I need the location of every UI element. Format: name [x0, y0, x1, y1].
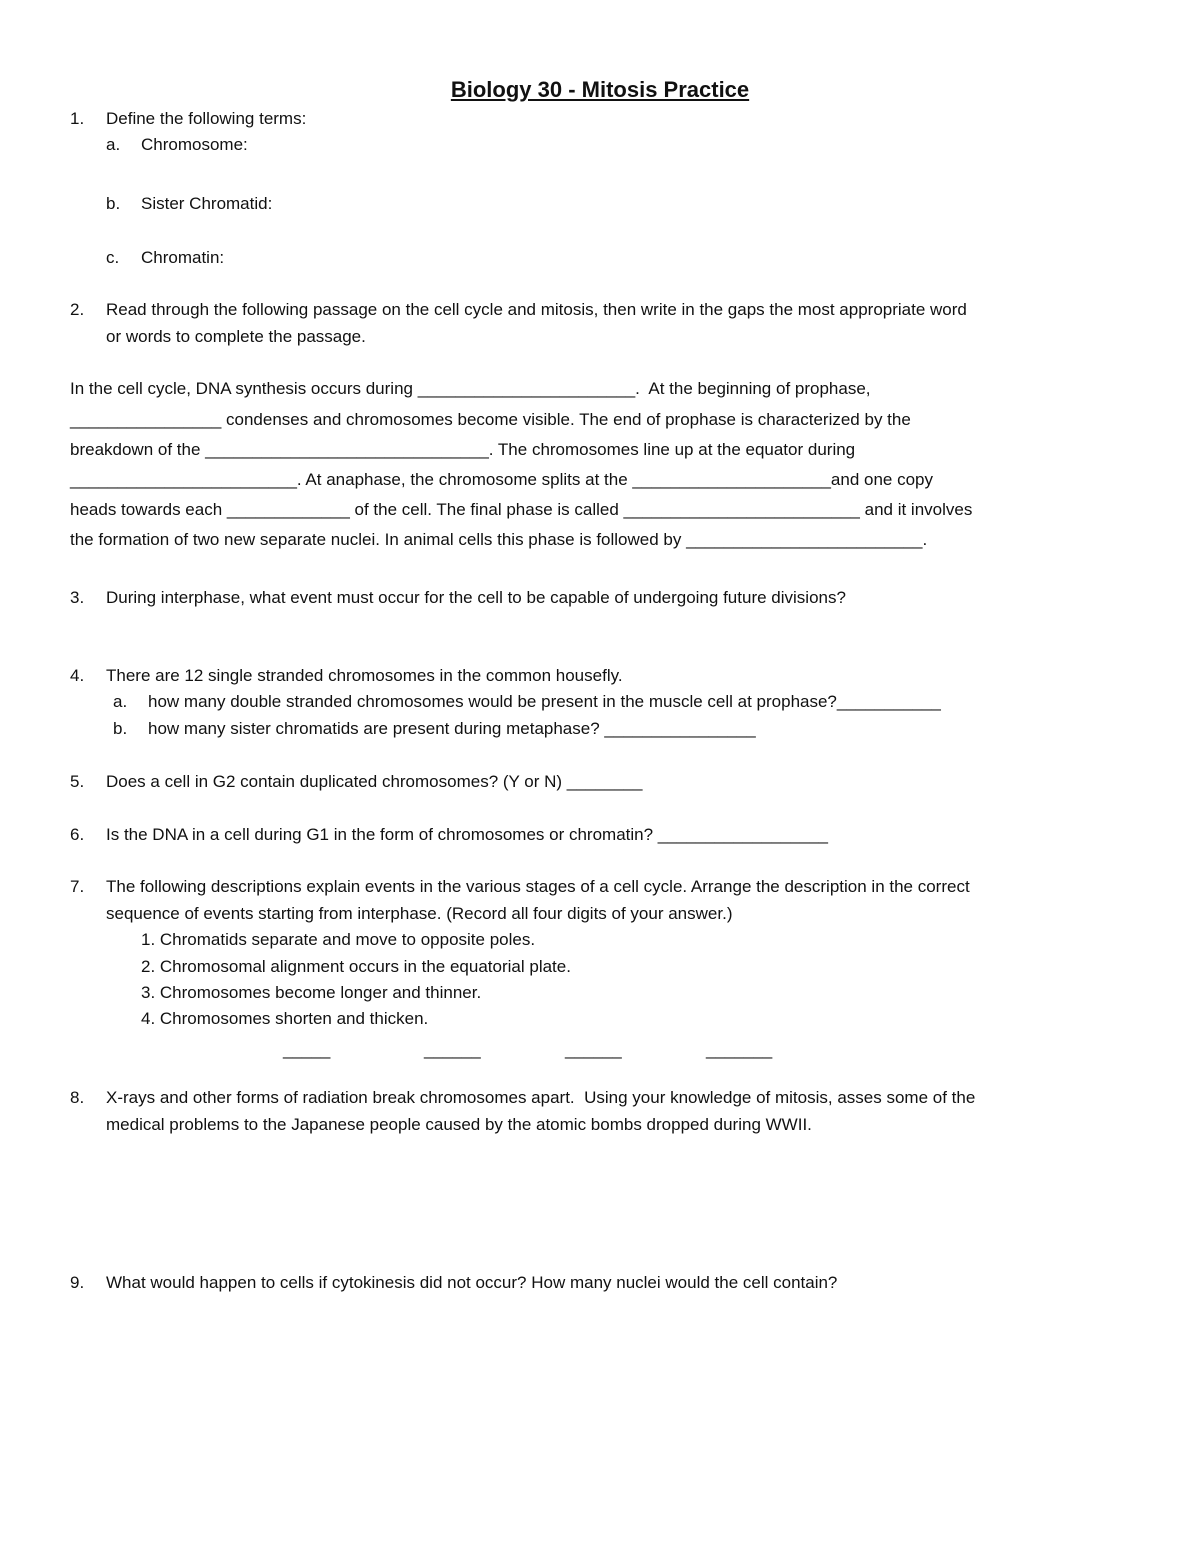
- q1-item-b-text: Sister Chromatid:: [141, 194, 273, 213]
- q1-text: Define the following terms:: [106, 109, 307, 128]
- q9-number: 9.: [70, 1273, 85, 1292]
- q2-number: 2.: [70, 300, 85, 319]
- q7-line-2: sequence of events starting from interphase. (Record all four digits of your answer.): [106, 904, 733, 923]
- q1-item-a-letter: a.: [106, 135, 121, 154]
- q4-text: There are 12 single stranded chromosomes in the common housefly.: [106, 666, 623, 685]
- q1-item-b-letter: b.: [106, 194, 121, 213]
- q7-answer-blank-1: _____: [283, 1040, 331, 1059]
- q8-line-1: X-rays and other forms of radiation break chromosomes apart. Using your knowledge of mitosis, asses some of the: [106, 1088, 976, 1107]
- q6-text: Is the DNA in a cell during G1 in the form of chromosomes or chromatin? __________________: [106, 825, 828, 844]
- q4-item-b-text: how many sister chromatids are present during metaphase? ________________: [148, 719, 756, 738]
- passage-line-3: breakdown of the ______________________________. The chromosomes line up at the equator during: [70, 440, 856, 459]
- q1-number: 1.: [70, 109, 85, 128]
- q3-text: During interphase, what event must occur for the cell to be capable of undergoing future divisions?: [106, 588, 846, 607]
- q1-item-a-text: Chromosome:: [141, 135, 248, 154]
- q7-answer-blank-2: ______: [424, 1040, 481, 1059]
- q6-number: 6.: [70, 825, 85, 844]
- passage-line-5: heads towards each _____________ of the cell. The final phase is called _________________________ and it involves: [70, 500, 973, 519]
- q7-item-2: 2. Chromosomal alignment occurs in the equatorial plate.: [141, 957, 571, 976]
- q4-item-a-letter: a.: [113, 692, 128, 711]
- q4-number: 4.: [70, 666, 85, 685]
- q9-text: What would happen to cells if cytokinesis did not occur? How many nuclei would the cell contain?: [106, 1273, 838, 1292]
- q4-item-a-text: how many double stranded chromosomes would be present in the muscle cell at prophase?___________: [148, 692, 941, 711]
- q7-answer-blank-3: ______: [565, 1040, 622, 1059]
- q2-line-1: Read through the following passage on the cell cycle and mitosis, then write in the gaps the most appropriate word: [106, 300, 967, 319]
- q8-line-2: medical problems to the Japanese people caused by the atomic bombs dropped during WWII.: [106, 1115, 812, 1134]
- q7-line-1: The following descriptions explain events in the various stages of a cell cycle. Arrange the description in the correct: [106, 877, 970, 896]
- q1-item-c-text: Chromatin:: [141, 248, 225, 267]
- passage-line-4: ________________________. At anaphase, the chromosome splits at the _____________________and one copy: [70, 470, 934, 489]
- q2-line-2: or words to complete the passage.: [106, 327, 366, 346]
- passage-line-1: In the cell cycle, DNA synthesis occurs during _______________________. At the beginning of prophase,: [70, 379, 871, 398]
- q5-number: 5.: [70, 772, 85, 791]
- q1-item-c-letter: c.: [106, 248, 120, 267]
- q7-item-4: 4. Chromosomes shorten and thicken.: [141, 1009, 429, 1028]
- passage-line-2: ________________ condenses and chromosomes become visible. The end of prophase is characterized by the: [70, 410, 911, 429]
- q7-item-3: 3. Chromosomes become longer and thinner.: [141, 983, 482, 1002]
- q5-text: Does a cell in G2 contain duplicated chromosomes? (Y or N) ________: [106, 772, 643, 791]
- q4-item-b-letter: b.: [113, 719, 128, 738]
- passage-line-6: the formation of two new separate nuclei. In animal cells this phase is followed by _________________________.: [70, 530, 928, 549]
- q7-number: 7.: [70, 877, 85, 896]
- q7-answer-blank-4: _______: [706, 1040, 773, 1059]
- page-title: Biology 30 - Mitosis Practice: [450, 77, 750, 102]
- q8-number: 8.: [70, 1088, 85, 1107]
- q7-item-1: 1. Chromatids separate and move to opposite poles.: [141, 930, 536, 949]
- q3-number: 3.: [70, 588, 85, 607]
